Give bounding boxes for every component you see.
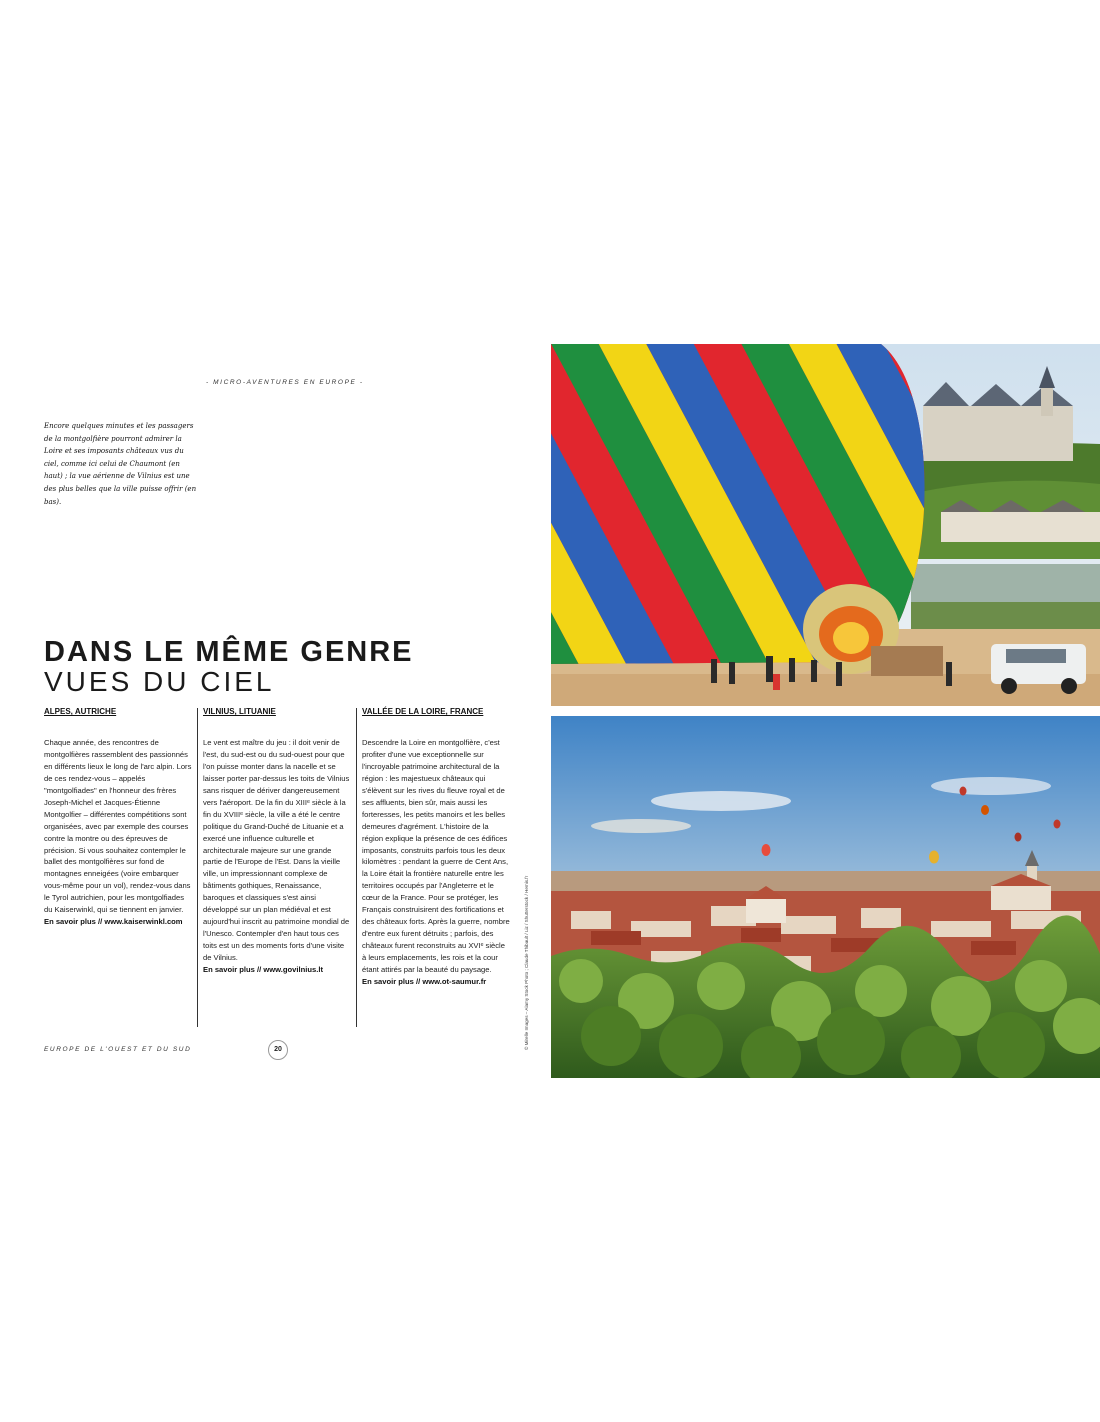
column-title: ALPES, AUTRICHE — [44, 707, 117, 716]
photo-caption: Encore quelques minutes et les passagers de la montgolfière pourront admirer la Loire et ses imposants châteaux vus du ciel, comme ici celui de Chaumont (en haut) ; la vue aérienne de Vilnius est une des plus belles que la ville puisse offrir (en bas). — [44, 422, 197, 506]
column-body: Le vent est maître du jeu : il doit venir de l'est, du sud-est ou du sud-ouest pour que l'on puisse monter dans la nacelle et se laisser porter par-dessus les toits de Vilnius sans risquer de dériver dangereusement vers l'aéroport. De la fin du XIIIᵉ siècle à la fin du XVIIIᵉ siècle, la ville a été le centre politique du Grand-Duché de Lituanie et a exercé une influence culturelle et architecturale majeure sur une grande partie de l'Europe de l'Est. Dans la vieille ville, un impressionnant complexe de bâtiments gothiques, Renaissance, baroques et classiques s'est ainsi développé sur un plan médiéval et est aujourd'hui inscrit au patrimoine mondial de l'Unesco. Contempler d'en haut tous ces toits est un des moments forts d'une visite de Vilnius. — [203, 737, 350, 963]
article-column-loire — [362, 706, 510, 988]
photo-credit-text: © Mirelle Images – Alamy Stock Photo ; Claude Thibault / Liz / Shutterstock / Hemis.fr — [524, 875, 529, 1050]
vilnius-aerial-photo — [551, 716, 1100, 1078]
more-info-link[interactable]: En savoir plus // www.kaiserwinkl.com — [44, 917, 183, 927]
column-title: VILNIUS, LITUANIE — [203, 707, 276, 716]
subheadline: VUES DU CIEL — [44, 666, 275, 697]
column-divider — [356, 708, 357, 1027]
section-kicker: - MICRO-AVENTURES EN EUROPE - — [206, 379, 364, 386]
photo-credit — [524, 875, 534, 1280]
more-info-link[interactable]: En savoir plus // www.ot-saumur.fr — [362, 977, 487, 987]
column-divider — [197, 708, 198, 1027]
headline: DANS LE MÊME GENRE — [44, 636, 414, 668]
balloon-chateau-photo — [551, 344, 1100, 706]
footer-section-label: EUROPE DE L'OUEST ET DU SUD — [44, 1046, 192, 1053]
column-title: VALLÉE DE LA LOIRE, FRANCE — [362, 707, 484, 716]
column-body: Chaque année, des rencontres de montgolfières rassemblent des passionnés en différents lieux le long de l'arc alpin. Lors de ces rendez-vous – appelés "montgolfiades" en l'honneur des frères Joseph-Michel et Jacques-Étienne Montgolfier – différentes compétitions sont organisées, avec par exemple des courses contre la montre ou des épreuves de précision. Si vous souhaitez contempler le ballet des montgolfières sur fond de montagnes enneigées (voire embarquer vous-même pour un vol), rendez-vous dans le Tyrol autrichien, pour les montgolfiades du Kaiserwinkl, qui se tiennent en janvier. — [44, 737, 192, 915]
more-info-link[interactable]: En savoir plus // www.govilnius.lt — [203, 965, 323, 975]
article-column-alpes — [44, 706, 192, 928]
column-body: Descendre la Loire en montgolfière, c'est profiter d'une vue exceptionnelle sur l'incroyable patrimoine architectural de la région : les majestueux châteaux qui s'élèvent sur les rives du fleuve royal et de ses affluents, bien sûr, mais aussi les forteresses, les petits manoirs et les belles demeures d'agrément. L'histoire de la région explique la présence de ces édifices imposants, construits parfois tous les deux kilomètres : pendant la guerre de Cent Ans, la Loire était la frontière naturelle entre les territoires occupés par l'Angleterre et le cœur de la France. Pour se protéger, les Français construisirent des fortifications et des châteaux forts. Après la guerre, nombre d'entre eux furent détruits ; parfois, des châteaux furent reconstruits au XVIᵉ siècle à leurs emplacements, les rois et la cour étant attirés par la beauté du paysage. — [362, 737, 510, 975]
article-column-vilnius — [203, 706, 351, 976]
page-number: 20 — [268, 1040, 288, 1060]
